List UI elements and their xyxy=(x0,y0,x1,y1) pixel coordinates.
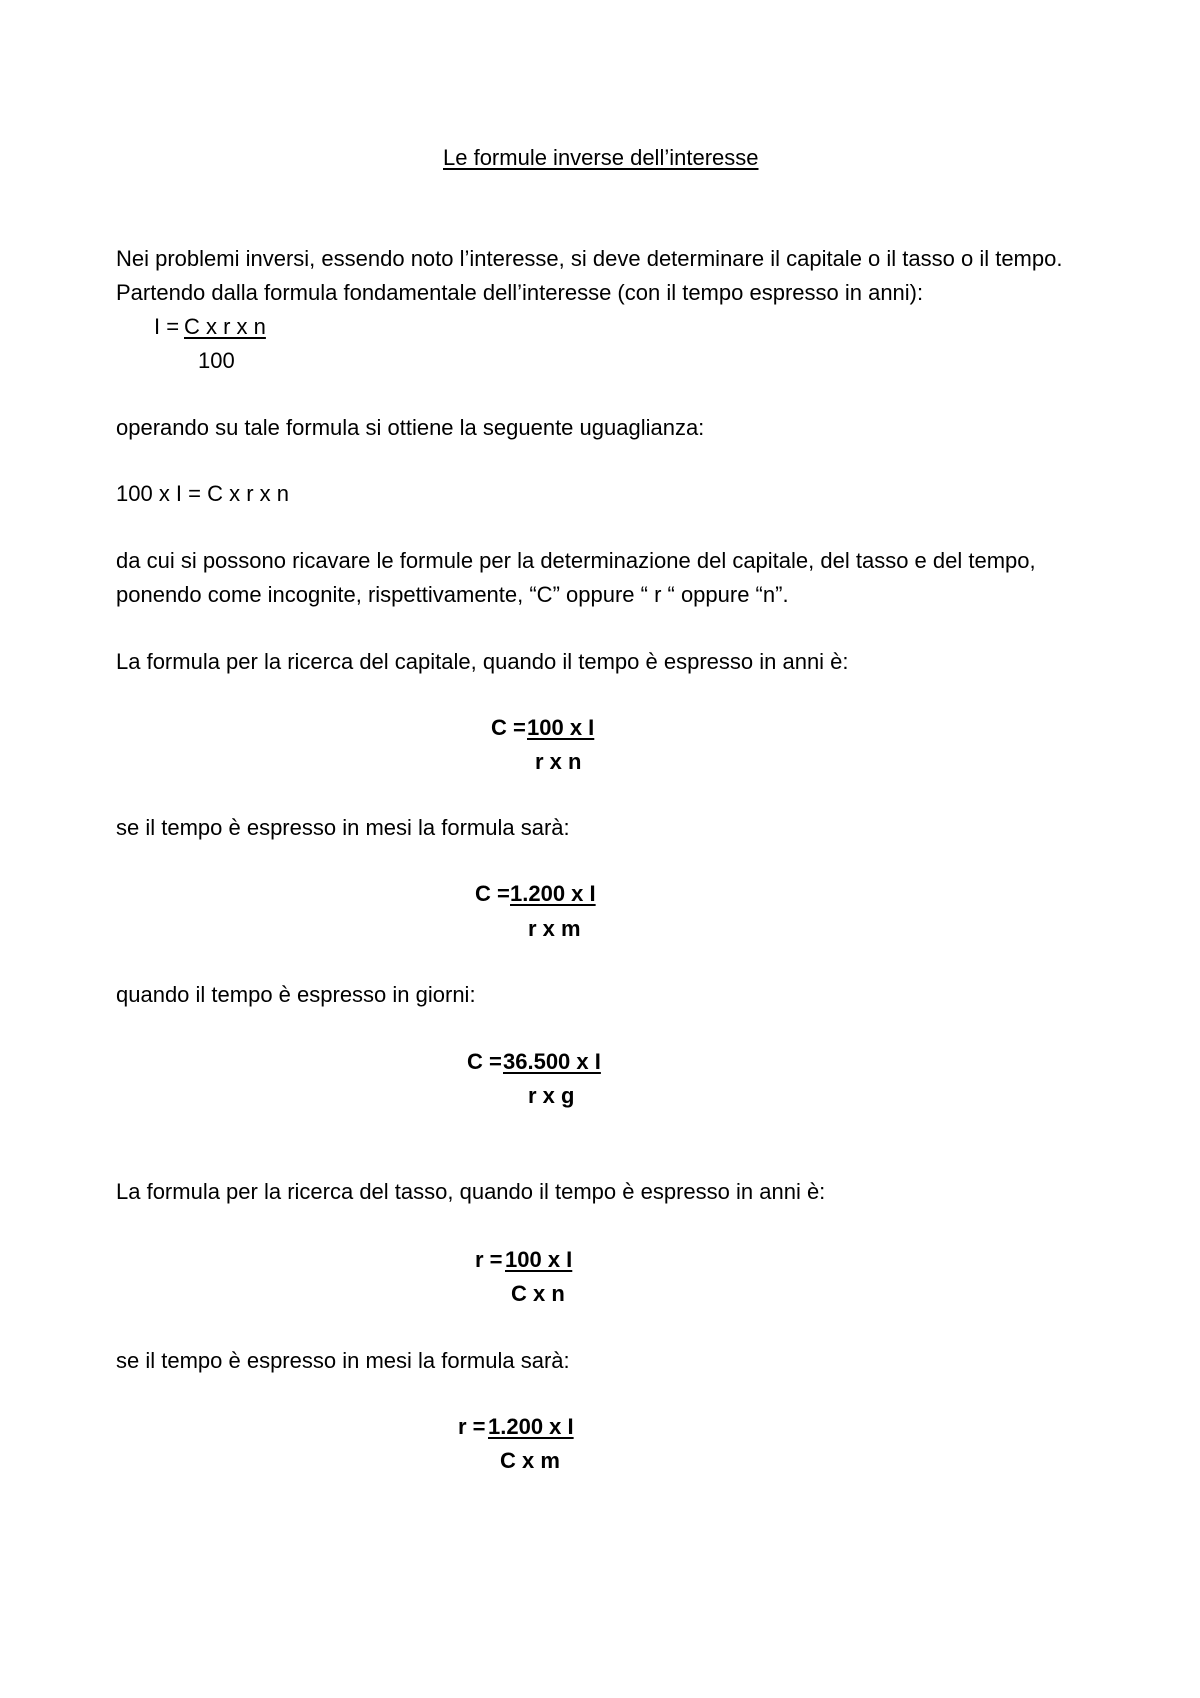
equality: 100 x I = C x r x n xyxy=(116,481,290,506)
capital-years-denominator: r x n xyxy=(535,749,582,774)
capital-years-lhs: C = xyxy=(491,715,532,740)
capital-months-numerator: 1.200 x I xyxy=(510,881,596,906)
rate-years-numerator: 100 x I xyxy=(505,1247,573,1272)
capital-days-denominator: r x g xyxy=(528,1083,575,1108)
rate-months-text: se il tempo è espresso in mesi la formula sarà: xyxy=(116,1348,570,1373)
capital-months-text: se il tempo è espresso in mesi la formula sarà: xyxy=(116,815,570,840)
capital-years-text: La formula per la ricerca del capitale, quando il tempo è espresso in anni è: xyxy=(116,649,849,674)
rate-years-text: La formula per la ricerca del tasso, quando il tempo è espresso in anni è: xyxy=(116,1179,826,1204)
rate-years-denominator: C x n xyxy=(511,1281,565,1306)
derive-line-1: da cui si possono ricavare le formule per la determinazione del capitale, del tasso e del tempo, xyxy=(116,548,1036,573)
capital-years-numerator: 100 x I xyxy=(527,715,595,740)
base-formula-numerator: C x r x n xyxy=(184,314,266,339)
derive-line-2: ponendo come incognite, rispettivamente, “C” oppure “ r “ oppure “n”. xyxy=(116,582,789,607)
rate-months-lhs: r = xyxy=(458,1414,492,1439)
intro-line-1: Nei problemi inversi, essendo noto l’interesse, si deve determinare il capitale o il tasso o il tempo. xyxy=(116,246,1063,271)
capital-days-lhs: C = xyxy=(467,1049,508,1074)
capital-days-text: quando il tempo è espresso in giorni: xyxy=(116,982,476,1007)
intro-line-2: Partendo dalla formula fondamentale dell’interesse (con il tempo espresso in anni): xyxy=(116,280,924,305)
base-formula-denominator: 100 xyxy=(198,348,235,373)
capital-months-lhs: C = xyxy=(475,881,516,906)
rate-years-lhs: r = xyxy=(475,1247,509,1272)
operating-text: operando su tale formula si ottiene la seguente uguaglianza: xyxy=(116,415,705,440)
capital-days-numerator: 36.500 x I xyxy=(503,1049,601,1074)
capital-months-denominator: r x m xyxy=(528,916,581,941)
base-formula-lhs: I = xyxy=(154,314,186,339)
rate-months-denominator: C x m xyxy=(500,1448,560,1473)
rate-months-numerator: 1.200 x I xyxy=(488,1414,574,1439)
page-title: Le formule inverse dell’interesse xyxy=(443,145,759,170)
